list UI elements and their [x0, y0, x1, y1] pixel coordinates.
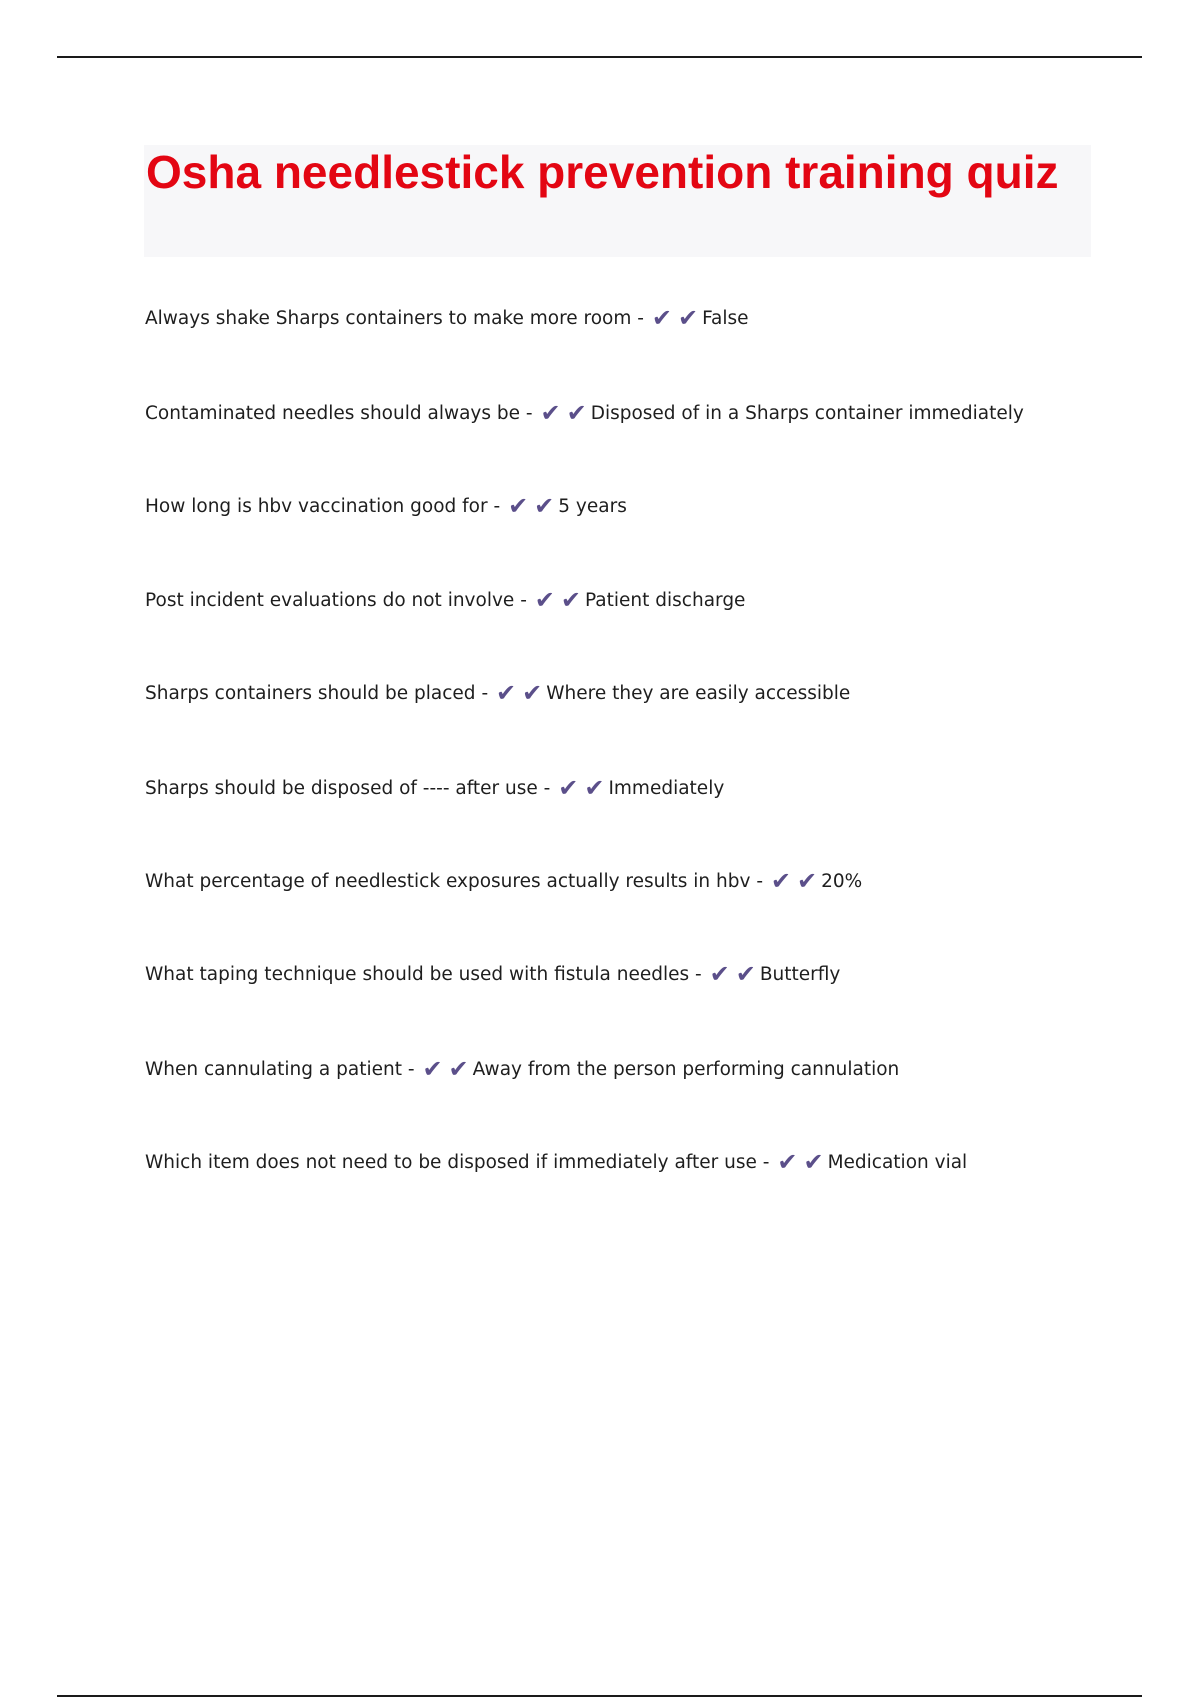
check-icon: ✔	[534, 586, 555, 614]
check-icon: ✔	[584, 774, 605, 802]
qa-item	[145, 401, 1024, 426]
answer-text: Where they are easily accessible	[546, 683, 851, 704]
check-icon: ✔	[803, 1148, 824, 1176]
check-icon: ✔	[770, 867, 792, 895]
check-icon: ✔	[797, 867, 818, 895]
separator: -	[481, 683, 489, 704]
qa-item	[145, 1150, 967, 1175]
check-icon: ✔	[735, 960, 756, 988]
question-text: Which item does not need to be disposed if immediately after use	[145, 1152, 757, 1173]
answer-text: Disposed of in a Sharps container immediately	[590, 403, 1024, 424]
check-icon: ✔	[522, 679, 543, 707]
qa-item	[145, 306, 749, 331]
top-rule	[57, 56, 1142, 58]
page-title: Osha needlestick prevention training quiz	[146, 146, 1059, 198]
check-icon: ✔	[540, 399, 561, 427]
question-text: What taping technique should be used with fistula needles	[145, 964, 690, 985]
check-icon: ✔	[651, 304, 672, 332]
check-icon: ✔	[558, 774, 579, 802]
title-banner	[144, 145, 1091, 257]
separator: -	[762, 1152, 770, 1173]
separator: -	[637, 308, 644, 329]
question-text: Always shake Sharps containers to make more room	[145, 308, 632, 329]
separator: -	[756, 871, 764, 892]
question-text: Sharps should be disposed of ---- after use	[145, 778, 538, 799]
answer-text: Away from the person performing cannulation	[472, 1059, 900, 1080]
separator: -	[543, 778, 551, 799]
answer-text: 5 years	[558, 496, 627, 517]
qa-item	[145, 681, 850, 706]
check-icon: ✔	[422, 1055, 443, 1083]
separator: -	[525, 403, 533, 424]
answer-text: Immediately	[608, 778, 725, 799]
qa-item	[145, 776, 724, 801]
check-icon: ✔	[534, 492, 555, 520]
check-icon: ✔	[448, 1055, 469, 1083]
check-icon: ✔	[496, 679, 517, 707]
check-icon: ✔	[560, 586, 581, 614]
question-text: When cannulating a patient	[145, 1059, 402, 1080]
answer-text: False	[702, 308, 749, 329]
answer-text: Butterfly	[759, 964, 841, 985]
answer-text: 20%	[821, 871, 863, 892]
separator: -	[407, 1059, 415, 1080]
qa-item	[145, 869, 862, 894]
separator: -	[520, 590, 527, 611]
answer-text: Medication vial	[827, 1152, 968, 1173]
qa-item	[145, 1057, 899, 1082]
bottom-rule	[57, 1695, 1142, 1697]
qa-item	[145, 494, 627, 519]
question-text: How long is hbv vaccination good for	[145, 496, 488, 517]
question-text: Post incident evaluations do not involve	[145, 590, 515, 611]
check-icon: ✔	[566, 399, 587, 427]
check-icon: ✔	[508, 492, 529, 520]
question-text: What percentage of needlestick exposures actually results in hbv	[145, 871, 751, 892]
check-icon: ✔	[677, 304, 699, 332]
question-text: Sharps containers should be placed	[145, 683, 476, 704]
separator: -	[493, 496, 501, 517]
check-icon: ✔	[777, 1148, 798, 1176]
qa-item	[145, 962, 840, 987]
check-icon: ✔	[709, 960, 730, 988]
qa-item	[145, 588, 745, 613]
question-text: Contaminated needles should always be	[145, 403, 521, 424]
separator: -	[695, 964, 702, 985]
answer-text: Patient discharge	[584, 590, 746, 611]
